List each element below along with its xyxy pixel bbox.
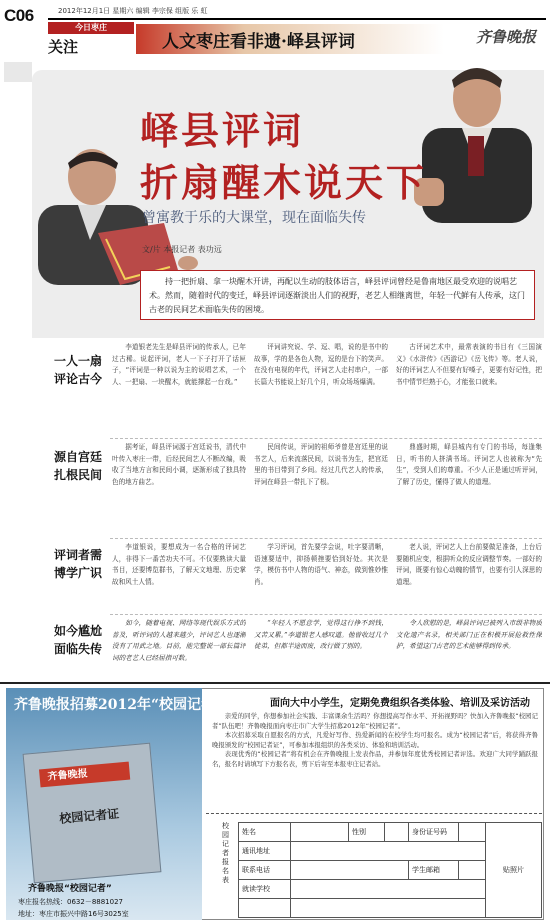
section-2-col-2: 民间传说，评词的祖师爷曾是宫廷里的说书艺人，后来流落民间，以说书为生，把宫廷里的书目带到了乡间。经过几代艺人的传承，评词在峄县一带扎下了根。 xyxy=(254,443,388,486)
byline: 文/片 本报记者 表功远 xyxy=(142,245,222,254)
form-field-address: 通讯地址 xyxy=(239,842,291,861)
form-value-address[interactable] xyxy=(291,842,486,861)
form-blank-row xyxy=(239,899,291,918)
section-1-col-1: 李道银老先生是峄县评词的传承人，已年过古稀。说起评词，老人一下子打开了话匣子，“评词是一种以说为主的说唱艺术，一个人、一把扇、一块醒木，就能撑起一台戏。” xyxy=(112,343,246,386)
form-label: 校园记者报名表 xyxy=(222,822,229,884)
cut-line xyxy=(206,813,542,814)
divider xyxy=(110,538,542,539)
ad-paragraph: 亲爱的同学，你想参加社会实践、丰富课余生活吗？你想提高写作水平、开拓视野吗？快加入齐鲁晚报“校园记者”队伍吧！齐鲁晚报面向枣庄市广大学生招募2012年“校园记者”。 xyxy=(212,712,538,730)
press-card-logo: 齐鲁晚报 xyxy=(39,762,130,788)
section-3-col-1: 李道银说，要想成为一名合格的评词艺人，非得下一番苦功夫不可。不仅要熟读大量书目，还要博览群书，了解天文地理、历史掌故和风土人情。 xyxy=(112,543,246,586)
section-4-col-1: 如今，随着电视、网络等现代娱乐方式的普及，听评词的人越来越少，评词艺人也逐渐没有了用武之地。目前，能完整说一部长篇评词的老艺人已经屈指可数。 xyxy=(112,619,246,662)
form-field-id: 身份证号码 xyxy=(409,823,459,842)
form-field-contact: 联系电话 xyxy=(239,861,291,880)
ad-separator xyxy=(0,682,550,684)
form-value-email[interactable] xyxy=(459,861,486,880)
photo-box[interactable]: 贴照片 xyxy=(486,823,542,918)
section-heading-4: 如今尴尬面临失传 xyxy=(53,624,102,656)
section-4-col-3: 令人欣慰的是，峄县评词已被列入市级非物质文化遗产名录，相关部门正在积极开展抢救性保护，希望这门古老的艺术能够得到传承。 xyxy=(396,619,542,651)
column-banner xyxy=(136,24,444,54)
ad-phone: 枣庄报名热线：0632－8881027 xyxy=(18,898,123,906)
form-field-gender: 性别 xyxy=(349,823,385,842)
form-value-gender[interactable] xyxy=(385,823,409,842)
section-3-col-2: 学习评词，首先要学会说，吐字要清晰，语速要适中，抑扬顿挫要恰到好处。其次是学，模仿书中人物的语气、神态，做到惟妙惟肖。 xyxy=(254,543,388,586)
form-value-contact[interactable] xyxy=(291,861,409,880)
decor-bar xyxy=(4,62,32,82)
section-1-col-3: 古评词艺术中，最常表演的书目有《三国演义》《水浒传》《西游记》《岳飞传》等。老人说，好的评词艺人不但要有好嗓子，更要有好记性，把书中情节烂熟于心，才能张口就来。 xyxy=(396,343,542,386)
ad-poster-caption: 齐鲁晚报“校园记者” xyxy=(28,884,112,894)
divider xyxy=(110,438,542,439)
page-number: C06 xyxy=(4,6,34,25)
form-value-id[interactable] xyxy=(459,823,486,842)
form-field-email: 学生邮箱 xyxy=(409,861,459,880)
section-3-col-3: 老人说，评词艺人上台前要做足准备，上台后要随机应变，根据听众的反应调整节奏。一部好的评词，既要有惊心动魄的情节，也要有引人深思的道理。 xyxy=(396,543,542,586)
ad-paragraph: 本次招募采取自愿报名的方式，凡爱好写作、热爱新闻的在校学生均可报名。成为“校园记者”后，将获得齐鲁晚报颁发的“校园记者证”，可参加本报组织的各类采访、体验和培训活动。 xyxy=(212,731,538,749)
subheadline: 曾寓教于乐的大课堂，现在面临失传 xyxy=(142,210,366,226)
section-2-col-3: 鼎盛时期，峄县城内有专门的书场，每逢集日，听书的人挤满书场。评词艺人也被称为“先生”，受到人们的尊重。不少人正是通过听评词，了解了历史，懂得了做人的道理。 xyxy=(396,443,542,486)
press-card-image xyxy=(23,743,162,884)
section-heading-1: 一人一扇评论古今 xyxy=(53,354,102,386)
section-title: 关注 xyxy=(48,38,79,56)
section-1-col-2: 评词讲究说、学、逗、唱，说的是书中的故事，学的是各色人物，逗的是台下的笑声。在没有电视的年代，评词艺人走村串户，一部长篇大书能说上好几个月，听众场场爆满。 xyxy=(254,343,388,386)
newspaper-logo: 齐鲁晚报 xyxy=(476,28,537,46)
form-value-name[interactable] xyxy=(291,823,349,842)
form-value-school[interactable] xyxy=(291,880,486,899)
form-field-name: 姓名 xyxy=(239,823,291,842)
ad-address: 地址：枣庄市振兴中路16号3025室 xyxy=(18,910,129,918)
press-card-name: 校园记者证 xyxy=(58,806,120,826)
registration-form xyxy=(238,822,542,918)
form-field-school: 就读学校 xyxy=(239,880,291,899)
section-2-col-1: 据考证，峄县评词源于宫廷说书，清代中叶传入枣庄一带，后经民间艺人不断改编，吸收了当地方言和民间小调，逐渐形成了独具特色的地方曲艺。 xyxy=(112,443,246,486)
dateline: 2012年12月1日 星期六 编辑 李宗保 组版 乐 虹 xyxy=(58,7,208,15)
ad-headline: 面向大中小学生，定期免费组织各类体验、培训及采访活动 xyxy=(270,698,530,709)
section-tag: 今日枣庄 xyxy=(48,22,134,34)
section-4-col-2: “年轻人不愿意学，觉得这行挣不到钱，又苦又累。”李道银老人感叹道。他曾收过几个徒弟，但都半途而废，改行做了别的。 xyxy=(254,619,388,651)
section-heading-3: 评词者需博学广识 xyxy=(53,548,102,580)
column-banner-text: 人文枣庄看非遗·峄县评词 xyxy=(162,32,355,52)
headline-line-2: 折扇醒木说天下 xyxy=(140,160,428,205)
ad-paragraph: 表现优秀的“校园记者”将有机会在齐鲁晚报上发表作品，并参加年度优秀校园记者评选。欢迎广大同学踊跃报名，报名时请填写下方报名表，剪下后寄至本报枣庄记者站。 xyxy=(212,750,538,768)
headline-line-1: 峄县评词 xyxy=(140,108,305,153)
ad-body xyxy=(212,712,538,807)
header-rule xyxy=(48,18,546,20)
divider xyxy=(110,614,542,615)
form-blank-row-value[interactable] xyxy=(291,899,486,918)
ad-poster-title: 齐鲁晚报招募2012年“校园记者” xyxy=(14,697,224,713)
lead-paragraph: 持一把折扇、拿一块醒木开讲，再配以生动的肢体语言，峄县评词曾经是鲁南地区最受欢迎的说唱艺术。然而，随着时代的变迁，峄县评词逐渐淡出人们的视野，老艺人相继离世，年轻一代鲜有人传承，这门古老的民间艺术面临失传的困境。 xyxy=(140,270,535,320)
section-heading-2: 源自宫廷扎根民间 xyxy=(53,450,102,482)
